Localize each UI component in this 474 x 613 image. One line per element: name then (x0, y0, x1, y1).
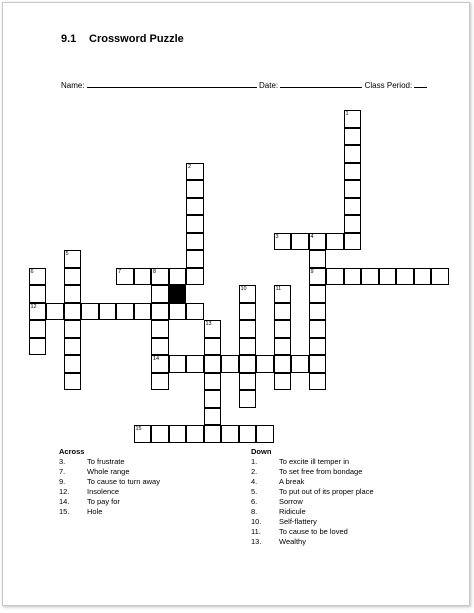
crossword-cell[interactable] (274, 285, 292, 303)
crossword-cell[interactable] (274, 373, 292, 391)
crossword-cell[interactable] (151, 320, 169, 338)
crossword-cell[interactable] (309, 320, 327, 338)
crossword-cell[interactable] (414, 268, 432, 286)
crossword-cell[interactable] (344, 180, 362, 198)
clue-text: A break (279, 477, 305, 486)
crossword-cell[interactable] (186, 303, 204, 321)
clue-text: To cause to turn away (87, 477, 160, 486)
crossword-cell[interactable] (379, 268, 397, 286)
cell-number: 15 (135, 426, 142, 432)
crossword-cell[interactable] (239, 425, 257, 443)
clue-text: To set free from bondage (279, 467, 363, 476)
cell-number: 7 (118, 268, 122, 275)
crossword-cell[interactable] (64, 338, 82, 356)
crossword-cell[interactable] (239, 303, 257, 321)
cell-number: 4 (310, 233, 314, 240)
date-label: Date: (259, 81, 279, 90)
crossword-cell[interactable] (64, 250, 82, 268)
crossword-cell[interactable] (239, 320, 257, 338)
name-label: Name: (61, 81, 85, 90)
crossword-cell[interactable] (186, 180, 204, 198)
down-clue (251, 467, 374, 477)
clue-number: 10. (251, 517, 262, 526)
crossword-cell[interactable] (186, 425, 204, 443)
crossword-cell[interactable] (204, 355, 222, 373)
crossword-cell[interactable] (221, 425, 239, 443)
crossword-cell[interactable] (186, 268, 204, 286)
crossword-cell[interactable] (29, 320, 47, 338)
crossword-cell[interactable] (309, 355, 327, 373)
clue-text: Ridicule (279, 507, 306, 516)
cell-number: 10 (240, 286, 247, 292)
black-square (169, 285, 187, 303)
clue-text: Insolence (87, 487, 120, 496)
crossword-cell[interactable] (64, 268, 82, 286)
clue-text: Wealthy (279, 537, 306, 546)
crossword-cell[interactable] (309, 303, 327, 321)
crossword-cell[interactable] (204, 425, 222, 443)
crossword-cell[interactable] (186, 250, 204, 268)
crossword-cell[interactable] (239, 285, 257, 303)
clue-number: 1. (251, 457, 258, 466)
crossword-cell[interactable] (134, 425, 152, 443)
across-heading: Across (59, 447, 85, 456)
down-clue (251, 527, 374, 537)
crossword-cell[interactable] (344, 198, 362, 216)
crossword-cell[interactable] (151, 303, 169, 321)
crossword-cell[interactable] (64, 303, 82, 321)
crossword-cell[interactable] (309, 268, 327, 286)
cell-number: 8 (153, 268, 157, 275)
section-number: 9.1 (61, 33, 77, 45)
crossword-cell[interactable] (81, 303, 99, 321)
cell-number: 11 (275, 286, 282, 292)
cell-number: 3 (275, 233, 279, 240)
clue-number: 5. (251, 487, 258, 496)
cell-number: 9 (310, 268, 314, 275)
across-clue (59, 477, 160, 487)
clue-number: 11. (251, 527, 261, 536)
crossword-cell[interactable] (186, 215, 204, 233)
crossword-cell[interactable] (29, 303, 47, 321)
crossword-cell[interactable] (186, 198, 204, 216)
clue-number: 3. (59, 457, 66, 466)
across-clue (59, 467, 160, 477)
crossword-cell[interactable] (309, 233, 327, 251)
crossword-cell[interactable] (151, 285, 169, 303)
cell-number: 2 (188, 163, 192, 170)
crossword-cell[interactable] (396, 268, 414, 286)
crossword-cell[interactable] (239, 390, 257, 408)
puzzle-title: Crossword Puzzle (89, 33, 184, 45)
crossword-cell[interactable] (309, 250, 327, 268)
crossword-cell[interactable] (29, 338, 47, 356)
across-clue (59, 487, 160, 497)
crossword-cell[interactable] (151, 355, 169, 373)
crossword-cell[interactable] (204, 373, 222, 391)
cell-number: 6 (30, 268, 34, 275)
crossword-cell[interactable] (274, 233, 292, 251)
crossword-cell[interactable] (274, 338, 292, 356)
crossword-cell[interactable] (239, 338, 257, 356)
down-clue (251, 497, 374, 507)
clue-text: To frustrate (87, 457, 125, 466)
crossword-cell[interactable] (344, 128, 362, 146)
crossword-cell[interactable] (274, 355, 292, 373)
clue-text: To cause to be loved (279, 527, 348, 536)
across-clue (59, 457, 160, 467)
crossword-cell[interactable] (344, 163, 362, 181)
class-period-label: Class Period: (364, 81, 413, 90)
clue-number: 2. (251, 467, 258, 476)
crossword-cell[interactable] (344, 268, 362, 286)
clue-text: Whole range (87, 467, 130, 476)
down-clues (251, 447, 374, 547)
clue-number: 13. (251, 537, 262, 546)
across-clues (59, 447, 160, 517)
crossword-cell[interactable] (64, 320, 82, 338)
cell-number: 14 (153, 356, 160, 362)
crossword-cell[interactable] (116, 303, 134, 321)
crossword-cell[interactable] (326, 268, 344, 286)
crossword-cell[interactable] (204, 320, 222, 338)
cell-number: 12 (30, 303, 37, 310)
crossword-cell[interactable] (256, 355, 274, 373)
crossword-cell[interactable] (256, 425, 274, 443)
crossword-cell[interactable] (99, 303, 117, 321)
down-clue (251, 477, 374, 487)
crossword-cell[interactable] (29, 268, 47, 286)
crossword-cell[interactable] (221, 355, 239, 373)
crossword-cell[interactable] (169, 303, 187, 321)
crossword-cell[interactable] (239, 373, 257, 391)
crossword-cell[interactable] (116, 268, 134, 286)
crossword-cell[interactable] (151, 268, 169, 286)
down-clue (251, 507, 374, 517)
crossword-cell[interactable] (29, 285, 47, 303)
crossword-cell[interactable] (431, 268, 449, 286)
crossword-cell[interactable] (186, 163, 204, 181)
down-clue (251, 537, 374, 547)
crossword-cell[interactable] (204, 390, 222, 408)
clue-number: 4. (251, 477, 258, 486)
crossword-cell[interactable] (274, 303, 292, 321)
clue-number: 6. (251, 497, 258, 506)
clue-text: Self-flattery (279, 517, 317, 526)
crossword-cell[interactable] (151, 338, 169, 356)
clue-number: 15. (59, 507, 70, 516)
crossword-cell[interactable] (134, 303, 152, 321)
clue-number: 14. (59, 497, 70, 506)
crossword-cell[interactable] (64, 285, 82, 303)
clue-number: 12. (59, 487, 70, 496)
crossword-cell[interactable] (291, 355, 309, 373)
crossword-cell[interactable] (344, 233, 362, 251)
clue-text: Hole (87, 507, 103, 516)
clue-number: 8. (251, 507, 258, 516)
crossword-cell[interactable] (309, 285, 327, 303)
cell-number: 1 (345, 111, 349, 117)
crossword-cell[interactable] (186, 233, 204, 251)
crossword-cell[interactable] (204, 338, 222, 356)
across-clue (59, 507, 160, 517)
crossword-cell[interactable] (274, 320, 292, 338)
cell-number: 13 (205, 321, 212, 327)
down-heading: Down (251, 447, 272, 456)
clue-number: 7. (59, 467, 66, 476)
crossword-cell[interactable] (151, 425, 169, 443)
crossword-cell[interactable] (344, 215, 362, 233)
crossword-cell[interactable] (134, 268, 152, 286)
crossword-cell[interactable] (204, 408, 222, 426)
crossword-cell[interactable] (344, 110, 362, 128)
clue-text: Sorrow (279, 497, 303, 506)
crossword-cell[interactable] (169, 355, 187, 373)
crossword-cell[interactable] (309, 338, 327, 356)
crossword-cell[interactable] (151, 373, 169, 391)
crossword-cell[interactable] (361, 268, 379, 286)
clue-number: 9. (59, 477, 66, 486)
clue-text: To pay for (87, 497, 120, 506)
crossword-cell[interactable] (326, 233, 344, 251)
crossword-cell[interactable] (64, 373, 82, 391)
crossword-cell[interactable] (186, 355, 204, 373)
down-clue (251, 517, 374, 527)
down-clue (251, 457, 374, 467)
clue-text: To excite ill temper in (279, 457, 350, 466)
crossword-cell[interactable] (344, 145, 362, 163)
crossword-cell[interactable] (169, 425, 187, 443)
down-clue (251, 487, 374, 497)
crossword-cell[interactable] (169, 268, 187, 286)
crossword-cell[interactable] (291, 233, 309, 251)
worksheet-page (2, 2, 470, 606)
cell-number: 5 (65, 251, 69, 257)
crossword-grid (3, 3, 474, 443)
crossword-cell[interactable] (46, 303, 64, 321)
clue-text: To put out of its proper place (279, 487, 374, 496)
crossword-cell[interactable] (64, 355, 82, 373)
crossword-cell[interactable] (309, 373, 327, 391)
across-clue (59, 497, 160, 507)
crossword-cell[interactable] (239, 355, 257, 373)
